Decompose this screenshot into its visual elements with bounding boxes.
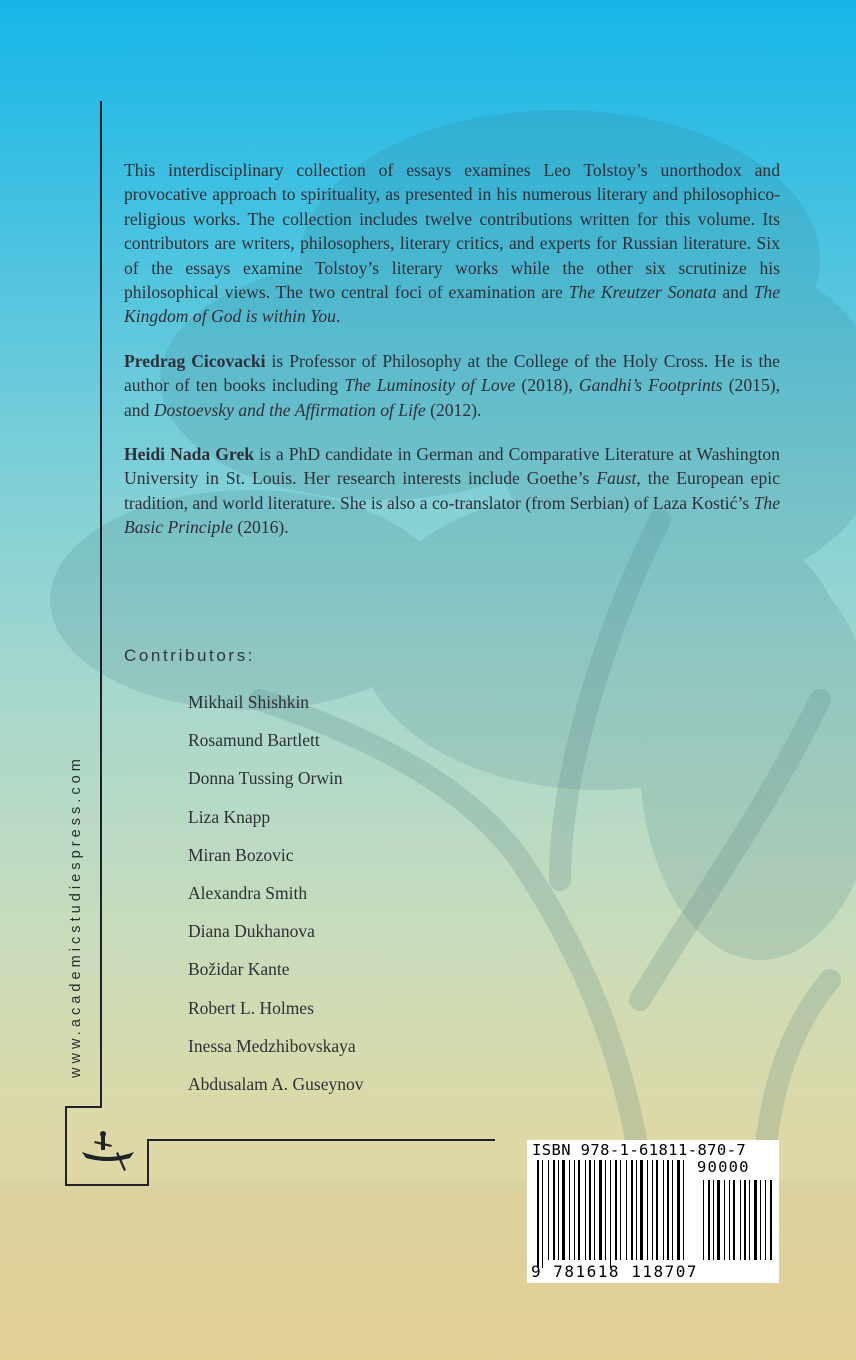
book-title: The Luminosity of Love [344,375,516,396]
bio-text: (2015), and [124,375,780,420]
contributors-list [188,690,363,1110]
list-item: Alexandra Smith [188,882,308,903]
barcode-bar [569,1160,570,1260]
barcode-bar [548,1160,549,1260]
barcode-bar [553,1160,555,1260]
description-text-end: . [335,306,341,327]
barcode-bar [754,1180,757,1260]
barcode-bar [605,1160,606,1260]
list-item: Božidar Kante [188,959,290,980]
barcode-bar [631,1160,633,1260]
isbn-label: ISBN 978-1-61811-870-7 [532,1141,747,1159]
barcode-bar [574,1160,575,1260]
list-item: Mikhail Shishkin [188,692,310,712]
description-text: This interdisciplinary collection of essays examines Leo Tolstoy’s unorthodox and provocative approach to spirituality, as presented in his numerous literary and philosophico-religious works. The collection includes twelve contributions written for this volume. Its contributors are writers, philosophers, literary critics, and experts for Russian literature. Six of the essays examine Tolstoy’s literary works while the other six scrutinize his philosophical views. The two central foci of examination are [124,160,780,303]
bio-text: (2016). [232,517,289,538]
barcode-bar [672,1160,673,1260]
barcode-bar [652,1160,653,1260]
barcode-bar [578,1160,580,1260]
list-item: Donna Tussing Orwin [188,768,343,789]
barcode-bar [770,1180,772,1260]
barcode-bar [717,1180,720,1260]
barcode-bar [724,1180,725,1260]
boat-logo-icon [82,1131,134,1171]
barcode-bar [713,1180,714,1260]
book-title: Dostoevsky and the Affirmation of Life [153,399,426,420]
list-item: Diana Dukhanova [188,921,315,942]
barcode-bar [663,1160,664,1260]
barcode-bar [537,1160,539,1268]
barcode-bar [558,1160,559,1260]
title-kreutzer-sonata: The Kreutzer Sonata [568,282,717,303]
bio-text: (2012). [425,399,482,420]
barcode-bar [562,1160,565,1260]
list-item: Miran Bozovic [188,844,294,865]
barcode-bar [733,1180,735,1260]
barcode-bar [589,1160,591,1260]
book-title: Faust [596,468,637,489]
barcode-bar [647,1160,648,1260]
author-name: Heidi Nada Grek [124,444,255,465]
barcode-bar [636,1160,637,1260]
bio-text: is a PhD candidate in German and Comparative Literature at Washington University in St. Louis. Her research interests include Goethe’s [124,444,780,489]
isbn-barcode [527,1140,779,1283]
barcode-bar [626,1160,627,1260]
author-bio-grek [124,442,780,540]
book-title: The Basic Principle [124,492,780,538]
barcode-bar [594,1160,595,1260]
contributors-heading: Contributors: [124,646,256,665]
list-item: Abdusalam A. Guseynov [188,1073,364,1094]
barcode-bar [610,1160,611,1268]
barcode-bar [683,1160,684,1260]
barcode-bar [585,1160,586,1260]
publisher-website: www.academicstudiespress.com [68,755,84,1078]
bio-text: is Professor of Philosophy at the College of the Holy Cross. He is the author of ten books including [124,350,780,396]
list-item: Robert L. Holmes [188,997,314,1018]
barcode-bar [729,1180,730,1260]
title-kingdom-of-god: The Kingdom of God is within You [124,282,780,327]
bio-text: , the European epic tradition, and world literature. She is also a co-translator (from Serbian) of Laza Kostić’s [124,468,780,513]
barcode-bar [656,1160,658,1260]
barcode-bar [760,1180,761,1260]
barcode-bar [749,1180,750,1260]
barcode-bar [765,1180,766,1260]
barcode-bar [677,1160,680,1260]
barcode-bar [640,1160,643,1260]
barcode-bar [615,1160,617,1260]
list-item: Liza Knapp [188,806,271,827]
barcode-digits: 9 781618 118707 [531,1262,698,1281]
description-text-and: and [716,282,754,303]
barcode-bar [708,1180,710,1260]
price-code: 90000 [697,1158,750,1176]
author-name: Predrag Cicovacki [124,350,266,371]
barcode-bar [744,1180,746,1260]
list-item: Rosamund Bartlett [188,730,320,751]
barcode-bar [740,1180,741,1260]
list-item: Inessa Medzhibovskaya [188,1035,356,1056]
back-cover-text [124,158,780,540]
barcode-bar [620,1160,621,1260]
barcode-bar [667,1160,669,1260]
book-title: Gandhi’s Footprints [578,375,723,396]
barcode-bar [542,1160,543,1268]
book-description [124,158,780,329]
barcode-bar [703,1180,704,1260]
bio-text: (2018), [515,375,579,396]
author-bio-cicovacki [124,349,780,422]
barcode-bar [599,1160,602,1260]
